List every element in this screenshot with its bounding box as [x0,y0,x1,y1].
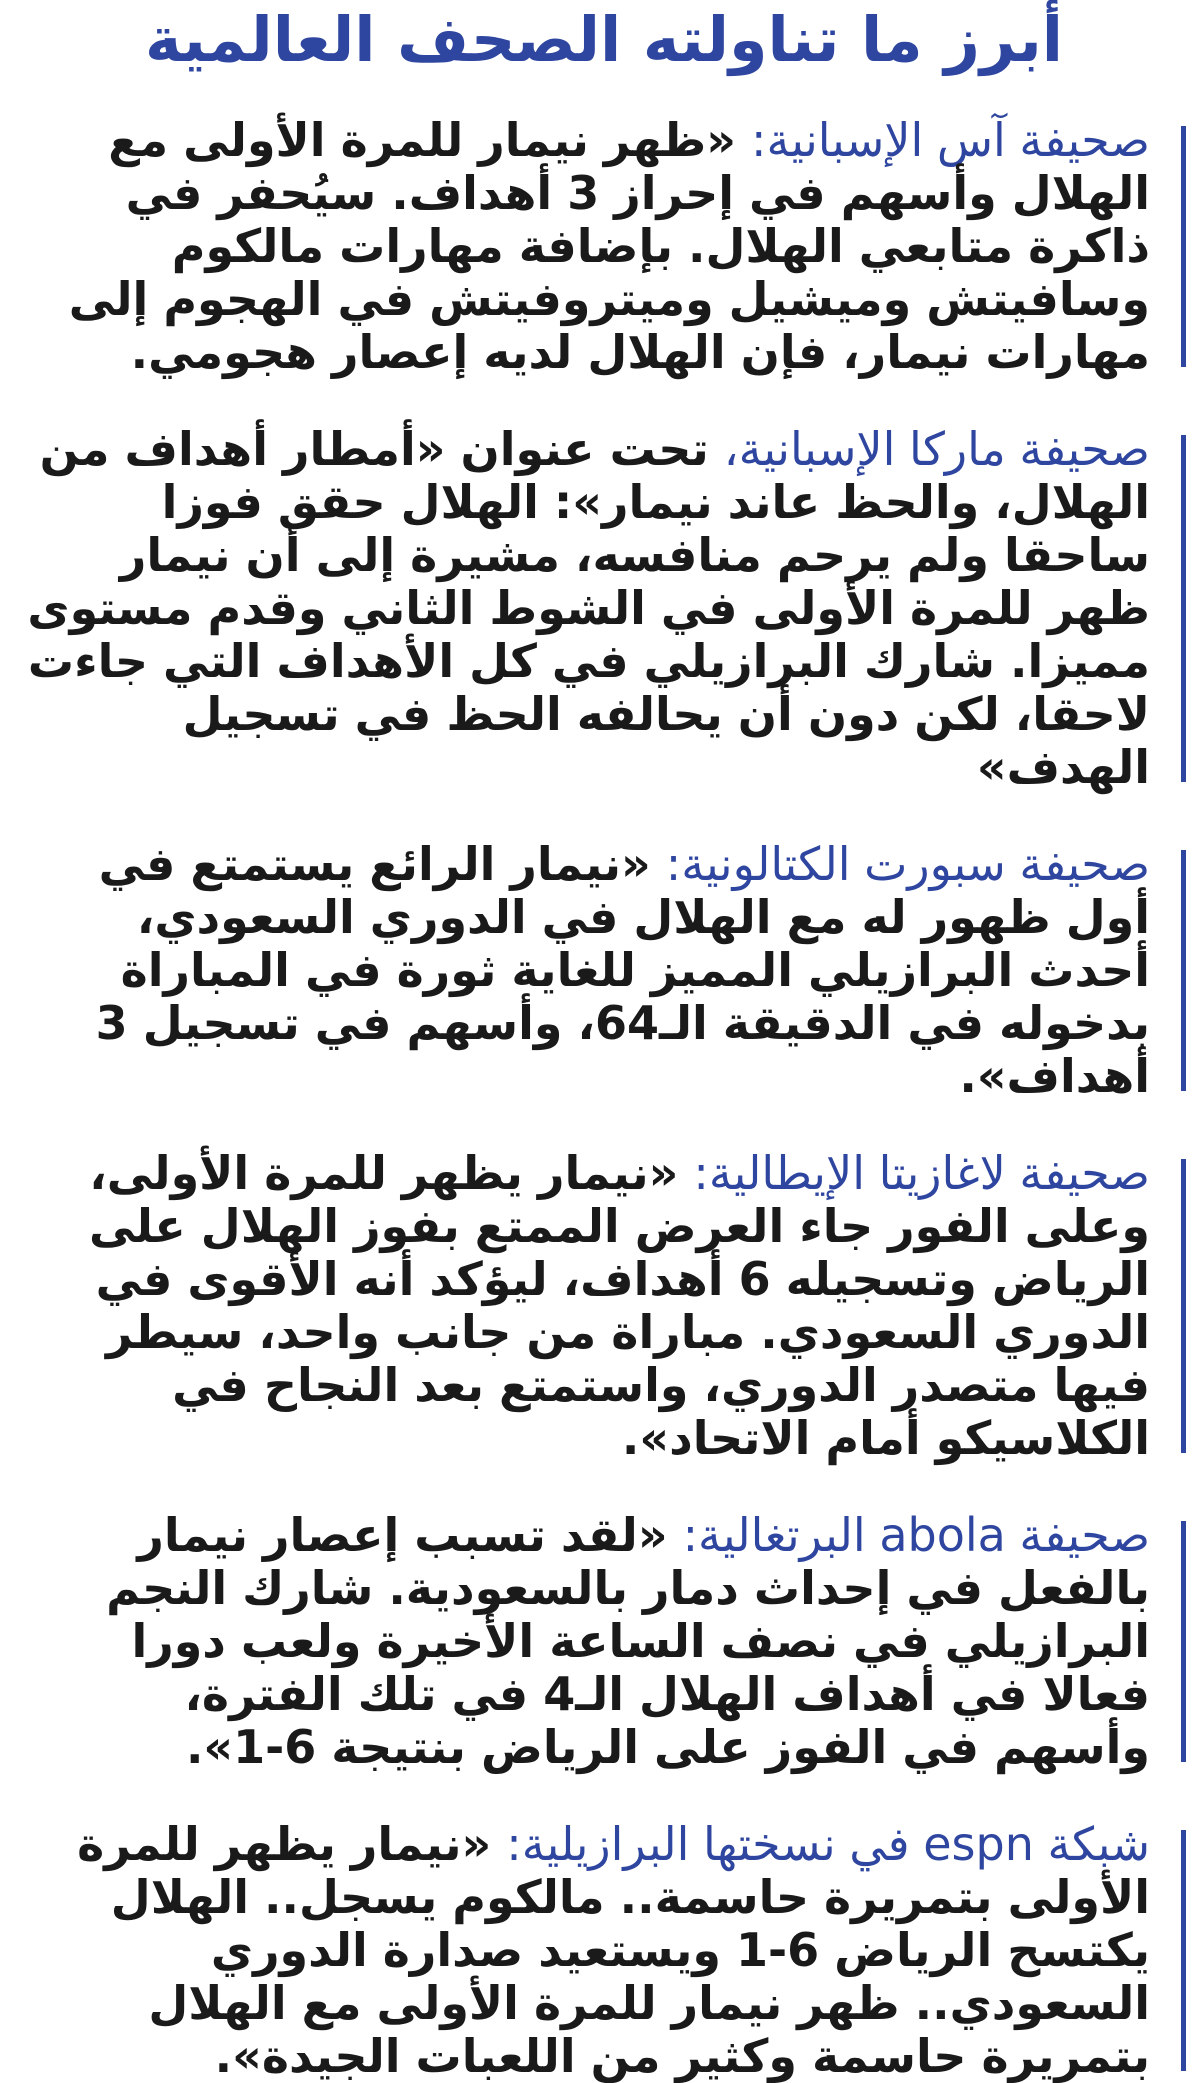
newspaper-name: صحيفة لاغازيتا الإيطالية: [693,1146,1150,1200]
newspaper-name: صحيفة abola البرتغالية: [682,1508,1150,1562]
press-quotes-list [22,114,1186,2083]
quote-text: «نيمار يظهر للمرة الأولى، وعلى الفور جاء العرض الممتع بفوز الهلال على الرياض وتسجيله 6 أهداف، ليؤكد أنه الأقوى في الدوري السعودي. مباراة من جانب واحد، سيطر فيها متصدر الدوري، واستمتع بعد النجاح في الكلاسيكو أمام الاتحاد». [89,1146,1150,1465]
quote-text: «نيمار الرائع يستمتع في أول ظهور له مع الهلال في الدوري السعودي، أحدث البرازيلي المميز للغاية ثورة في المباراة بدخوله في الدقيقة الـ64، وأسهم في تسجيل 3 أهداف». [95,837,1150,1103]
quote-text: «نيمار يظهر للمرة الأولى بتمريرة حاسمة.. مالكوم يسجل.. الهلال يكتسح الرياض 6-1 ويستعيد صدارة الدوري السعودي.. ظهر نيمار للمرة الأولى مع الهلال بتمريرة حاسمة وكثير من اللعبات الجيدة». [77,1817,1150,2083]
quote-text: «لقد تسبب إعصار نيمار بالفعل في إحداث دمار بالسعودية. شارك النجم البرازيلي في نصف الساعة الأخيرة ولعب دورا فعالا في أهداف الهلال الـ4 في تلك الفترة، وأسهم في الفوز على الرياض بنتيجة 6-1». [106,1508,1150,1774]
press-quote-item [22,1147,1186,1465]
quote-text: «ظهر نيمار للمرة الأولى مع الهلال وأسهم في إحراز 3 أهداف. سيُحفر في ذاكرة متابعي الهلال. بإضافة مهارات مالكوم وسافيتش وميشيل وميتروفيتش في الهجوم إلى مهارات نيمار، فإن الهلال لديه إعصار هجومي. [68,113,1150,379]
press-quote-item [22,114,1186,379]
press-quote-item [22,1818,1186,2083]
quote-text: تحت عنوان «أمطار أهداف من الهلال، والحظ عاند نيمار»: الهلال حقق فوزا ساحقا ولم يرحم منافسه، مشيرة إلى أن نيمار ظهر للمرة الأولى في الشوط الثاني وقدم مستوى مميزا. شارك البرازيلي في كل الأهداف التي جاءت لاحقا، لكن دون أن يحالفه الحظ في تسجيل الهدف» [27,422,1150,794]
press-quote-item [22,423,1186,794]
newspaper-name: صحيفة آس الإسبانية: [750,113,1150,167]
newspaper-name: صحيفة ماركا الإسبانية، [723,422,1150,476]
press-quote-item [22,838,1186,1103]
press-quote-item [22,1509,1186,1774]
newspaper-name: صحيفة سبورت الكتالونية: [665,837,1150,891]
newspaper-name: شبكة espn في نسختها البرازيلية: [506,1817,1150,1871]
page-title: أبرز ما تناولته الصحف العالمية [144,3,1064,76]
